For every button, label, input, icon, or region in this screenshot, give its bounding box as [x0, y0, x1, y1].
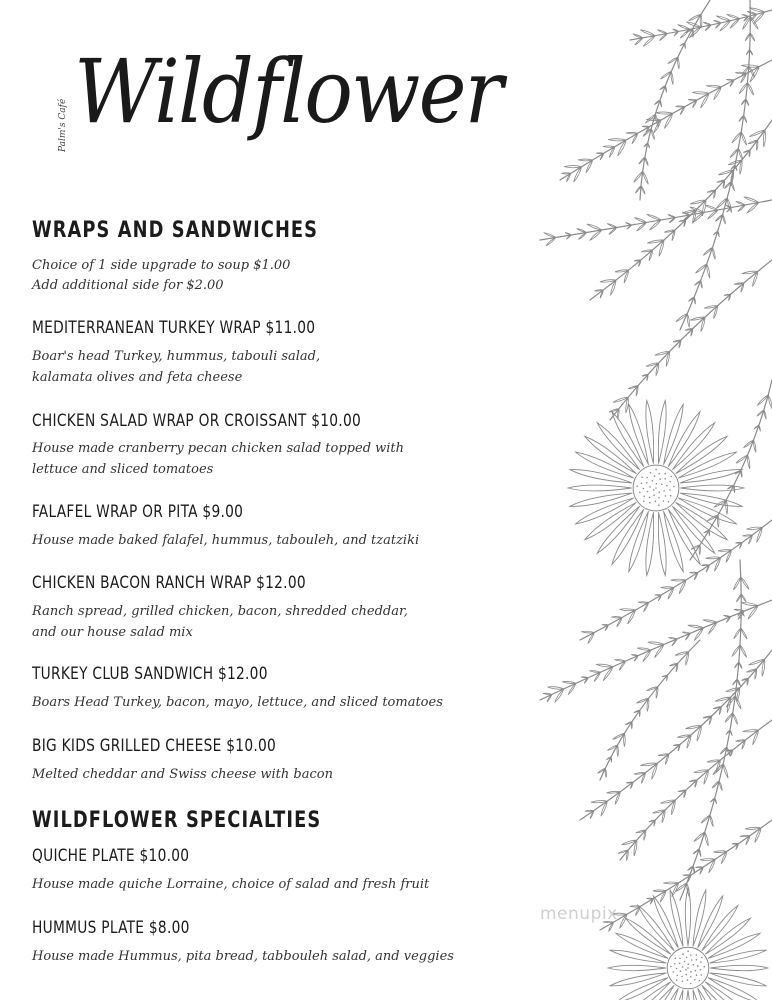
daisy-seed-icon [696, 974, 698, 976]
rosemary-leaf-icon [647, 214, 661, 220]
daisy-seed-icon [690, 976, 692, 978]
daisy-seed-icon [649, 486, 651, 488]
rosemary-leaf-icon [543, 693, 552, 694]
rosemary-leaf-icon [642, 126, 649, 127]
daisy-seed-icon [658, 473, 660, 475]
daisy-seed-icon [668, 501, 670, 503]
rosemary-leaf-icon [736, 594, 741, 602]
rosemary-leaf-icon [740, 835, 750, 836]
daisy-seed-icon [646, 477, 648, 479]
daisy-seed-icon [655, 501, 657, 503]
rosemary-leaf-icon [730, 730, 732, 736]
rosemary-leaf-icon [736, 201, 745, 205]
daisy-seed-icon [647, 491, 649, 493]
rosemary-leaf-icon [661, 587, 674, 589]
daisy-seed-icon [688, 963, 690, 965]
rosemary-leaf-icon [585, 810, 594, 811]
rosemary-leaf-icon [715, 798, 717, 804]
rosemary-leaf-icon [648, 143, 650, 148]
daisy-seed-icon [658, 504, 660, 506]
daisy-seed-icon [674, 963, 676, 965]
rosemary-leaf-icon [611, 757, 612, 763]
rosemary-leaf-icon [737, 679, 740, 686]
rosemary-leaf-icon [631, 655, 638, 656]
rosemary-leaf-icon [683, 875, 691, 876]
rosemary-leaf-icon [643, 171, 649, 184]
rosemary-leaf-icon [687, 314, 689, 328]
rosemary-leaf-icon [676, 106, 685, 107]
daisy-seed-icon [656, 483, 658, 485]
rosemary-branch-icon [680, 560, 741, 900]
daisy-seed-icon [663, 500, 665, 502]
rosemary-branch-icon [680, 0, 750, 330]
rosemary-leaf-icon [726, 79, 734, 80]
daisy-petal-icon [568, 485, 631, 491]
daisy-seed-icon [655, 487, 657, 489]
menu-item-name: HUMMUS PLATE $8.00 [32, 918, 190, 938]
rosemary-leaf-icon [648, 642, 664, 645]
daisy-petal-icon [668, 509, 700, 564]
rosemary-leaf-icon [709, 530, 710, 536]
rosemary-leaf-icon [665, 86, 666, 93]
rosemary-leaf-icon [645, 157, 648, 166]
logo-wordmark: Wildflower [74, 40, 502, 143]
rosemary-leaf-icon [716, 16, 730, 21]
rosemary-leaf-icon [565, 233, 571, 236]
daisy-petal-icon [658, 513, 666, 576]
daisy-petal-icon [668, 412, 700, 467]
menu-item-description: and our house salad mix [32, 625, 193, 640]
rosemary-leaf-icon [750, 33, 755, 41]
daisy-seed-icon [643, 495, 645, 497]
daisy-seed-icon [699, 980, 701, 982]
daisy-seed-icon [658, 497, 660, 499]
rosemary-leaf-icon [693, 866, 694, 873]
daisy-seed-icon [666, 485, 668, 487]
rosemary-leaf-icon [577, 229, 587, 233]
rosemary-leaf-icon [633, 34, 643, 38]
daisy-seed-icon [659, 478, 661, 480]
daisy-seed-icon [690, 971, 692, 973]
daisy-petal-icon [710, 965, 768, 970]
daisy-seed-icon [650, 472, 652, 474]
rosemary-leaf-icon [682, 632, 690, 633]
daisy-seed-icon [697, 965, 699, 967]
rosemary-leaf-icon [741, 628, 747, 639]
rosemary-leaf-icon [699, 545, 700, 555]
rosemary-leaf-icon [639, 710, 640, 717]
daisy-seed-icon [670, 476, 672, 478]
daisy-seed-icon [682, 981, 684, 983]
daisy-seed-icon [641, 476, 643, 478]
daisy-seed-icon [653, 494, 655, 496]
rosemary-leaf-icon [702, 565, 710, 566]
rosemary-leaf-icon [678, 25, 690, 30]
watermark: menupix [540, 904, 618, 924]
daisy-seed-icon [675, 957, 677, 959]
menu-item-name: CHICKEN BACON RANCH WRAP $12.00 [32, 573, 306, 593]
daisy-seed-icon [652, 480, 654, 482]
rosemary-leaf-icon [688, 99, 697, 100]
daisy-petal-icon [608, 965, 666, 970]
rosemary-leaf-icon [589, 671, 600, 673]
rosemary-leaf-icon [668, 215, 676, 218]
rosemary-leaf-icon [651, 129, 654, 140]
rosemary-leaf-icon [713, 851, 727, 853]
daisy-seed-icon [681, 976, 683, 978]
menu-item-name: CHICKEN SALAD WRAP OR CROISSANT $10.00 [32, 411, 361, 431]
daisy-seed-icon [701, 974, 703, 976]
rosemary-leaf-icon [717, 515, 719, 527]
rosemary-leaf-icon [660, 100, 662, 107]
logo [50, 40, 502, 210]
rosemary-branch-icon [610, 260, 772, 420]
menu-item-description: House made Hummus, pita bread, tabbouleh salad, and veggies [32, 949, 454, 964]
rosemary-leaf-icon [723, 764, 728, 778]
daisy-seed-icon [679, 958, 681, 960]
rosemary-leaf-icon [611, 617, 622, 618]
section-title-wraps: WRAPS AND SANDWICHES [32, 218, 319, 243]
rosemary-leaf-icon [700, 14, 702, 28]
rosemary-leaf-icon [561, 173, 570, 174]
rosemary-leaf-icon [685, 43, 686, 49]
daisy-seed-icon [658, 491, 660, 493]
rosemary-leaf-icon [759, 425, 760, 431]
rosemary-leaf-icon [724, 615, 731, 616]
rosemary-branch-icon [540, 200, 772, 240]
rosemary-leaf-icon [624, 733, 626, 746]
daisy-petal-icon [685, 990, 690, 1000]
rosemary-leaf-icon [705, 205, 718, 210]
daisy-seed-icon [673, 971, 675, 973]
rosemary-leaf-icon [764, 410, 766, 419]
menu-item-description: House made quiche Lorraine, choice of salad and fresh fruit [32, 877, 430, 892]
daisy-seed-icon [663, 490, 665, 492]
rosemary-leaf-icon [744, 197, 759, 203]
daisy-seed-icon [639, 492, 641, 494]
menu-item-description: House made baked falafel, hummus, tabouleh, and tzatziki [32, 533, 420, 548]
rosemary-leaf-icon [637, 648, 651, 650]
rosemary-leaf-icon [705, 832, 709, 846]
rosemary-leaf-icon [741, 65, 759, 67]
daisy-seed-icon [685, 974, 687, 976]
rosemary-leaf-icon [688, 625, 704, 628]
rosemary-leaf-icon [671, 579, 686, 581]
rosemary-leaf-icon [641, 186, 645, 194]
daisy-seed-icon [679, 962, 681, 964]
rosemary-leaf-icon [726, 500, 728, 514]
rosemary-leaf-icon [714, 20, 721, 23]
rosemary-leaf-icon [747, 455, 749, 469]
rosemary-leaf-icon [768, 395, 772, 409]
rosemary-leaf-icon [544, 233, 556, 238]
daisy-seed-icon [700, 969, 702, 971]
menu-item-description: Boar's head Turkey, hummus, tabouli salad, [32, 349, 321, 364]
rosemary-leaf-icon [562, 681, 576, 683]
rosemary-leaf-icon [742, 14, 748, 16]
daisy-seed-icon [690, 954, 692, 956]
rosemary-leaf-icon [656, 112, 673, 114]
daisy-seed-icon [693, 964, 695, 966]
daisy-seed-icon [687, 967, 689, 969]
daisy-seed-icon [684, 961, 686, 963]
daisy-petal-icon [612, 412, 644, 467]
daisy-petal-icon [612, 509, 644, 564]
menu-item-description: kalamata olives and feta cheese [32, 370, 243, 385]
daisy-seed-icon [655, 469, 657, 471]
rosemary-leaf-icon [701, 281, 702, 289]
section-note: Choice of 1 side upgrade to soup $1.00 [32, 258, 291, 273]
rosemary-leaf-icon [605, 768, 606, 777]
rosemary-leaf-icon [748, 83, 754, 96]
rosemary-leaf-icon [710, 815, 713, 827]
rosemary-leaf-icon [746, 99, 749, 106]
menu-item-name: FALAFEL WRAP OR PITA $9.00 [32, 502, 244, 522]
menu-item-description: Ranch spread, grilled chicken, bacon, shredded cheddar, [32, 604, 408, 619]
daisy-seed-icon [649, 502, 651, 504]
daisy-seed-icon [661, 484, 663, 486]
daisy-seed-icon [636, 485, 638, 487]
rosemary-leaf-icon [640, 30, 655, 36]
rosemary-leaf-icon [690, 572, 698, 573]
rosemary-leaf-icon [700, 859, 715, 861]
daisy-seed-icon [646, 482, 648, 484]
rosemary-leaf-icon [712, 248, 715, 260]
rosemary-leaf-icon [581, 631, 594, 633]
rosemary-leaf-icon [655, 595, 662, 596]
rosemary-leaf-icon [578, 159, 593, 161]
rosemary-leaf-icon [718, 231, 720, 237]
rosemary-leaf-icon [706, 85, 721, 87]
rosemary-leaf-icon [707, 264, 710, 278]
section-note: Add additional side for $2.00 [32, 278, 224, 293]
rosemary-leaf-icon [596, 153, 603, 154]
daisy-seed-icon [685, 969, 687, 971]
daisy-seed-icon [641, 483, 643, 485]
rosemary-leaf-icon [587, 224, 602, 230]
daisy-seed-icon [664, 473, 666, 475]
menu-item-name: QUICHE PLATE $10.00 [32, 846, 190, 866]
rosemary-leaf-icon [738, 149, 742, 161]
rosemary-leaf-icon [614, 659, 625, 661]
rosemary-leaf-icon [749, 150, 750, 157]
daisy-seed-icon [669, 481, 671, 483]
logo-subscript: Palm's Café [58, 98, 68, 152]
rosemary-leaf-icon [747, 11, 757, 14]
daisy-seed-icon [673, 486, 675, 488]
rosemary-leaf-icon [626, 223, 632, 226]
rosemary-leaf-icon [740, 645, 747, 657]
daisy-seed-icon [682, 966, 684, 968]
botanical-decoration [520, 0, 772, 1000]
rosemary-leaf-icon [617, 745, 618, 757]
rosemary-leaf-icon [735, 542, 742, 543]
daisy-seed-icon [649, 497, 651, 499]
menu-item-name: BIG KIDS GRILLED CHEESE $10.00 [32, 736, 277, 756]
daisy-seed-icon [690, 983, 692, 985]
rosemary-leaf-icon [741, 603, 758, 606]
menu-item-description: lettuce and sliced tomatoes [32, 462, 214, 477]
menu-item-name: MEDITERRANEAN TURKEY WRAP $11.00 [32, 318, 316, 338]
daisy-seed-icon [691, 959, 693, 961]
daisy-seed-icon [653, 489, 655, 491]
rosemary-leaf-icon [607, 224, 617, 228]
rosemary-leaf-icon [668, 638, 677, 639]
rosemary-leaf-icon [647, 898, 654, 899]
rosemary-leaf-icon [673, 29, 679, 31]
rosemary-leaf-icon [671, 71, 673, 84]
rosemary-leaf-icon [638, 602, 649, 603]
daisy-seed-icon [701, 957, 703, 959]
daisy-seed-icon [687, 979, 689, 981]
rosemary-leaf-icon [741, 594, 746, 602]
daisy-seed-icon [696, 959, 698, 961]
menu-item-description: Boars Head Turkey, bacon, mayo, lettuce, and sliced tomatoes [32, 695, 443, 710]
daisy-seed-icon [669, 489, 671, 491]
daisy-seed-icon [670, 966, 672, 968]
daisy-petal-icon [685, 888, 690, 946]
daisy-seed-icon [694, 979, 696, 981]
rosemary-branch-icon [600, 640, 700, 780]
rosemary-leaf-icon [694, 297, 695, 304]
rosemary-leaf-icon [749, 8, 764, 12]
rosemary-leaf-icon [739, 662, 742, 669]
rosemary-leaf-icon [663, 882, 678, 884]
daisy-seed-icon [665, 495, 667, 497]
rosemary-leaf-icon [744, 116, 747, 123]
rosemary-leaf-icon [703, 620, 717, 623]
daisy-seed-icon [687, 951, 689, 953]
daisy-seed-icon [643, 488, 645, 490]
rosemary-leaf-icon [626, 782, 633, 783]
rosemary-leaf-icon [564, 166, 581, 168]
rosemary-leaf-icon [727, 14, 740, 18]
rosemary-leaf-icon [581, 677, 588, 678]
rosemary-leaf-icon [741, 577, 749, 590]
rosemary-leaf-icon [723, 215, 726, 225]
daisy-petal-icon [646, 513, 654, 576]
rosemary-leaf-icon [734, 628, 741, 639]
rosemary-leaf-icon [548, 687, 564, 689]
rosemary-leaf-icon [732, 843, 739, 844]
menu-item-description: Melted cheddar and Swiss cheese with bacon [32, 767, 333, 782]
daisy-petal-icon [658, 401, 666, 464]
daisy-seed-icon [686, 957, 688, 959]
daisy-seed-icon [696, 954, 698, 956]
rosemary-leaf-icon [733, 577, 740, 590]
daisy-seed-icon [677, 975, 679, 977]
daisy-seed-icon [700, 961, 702, 963]
rosemary-leaf-icon [741, 470, 742, 477]
rosemary-leaf-icon [692, 92, 709, 94]
section-title-specialties: WILDFLOWER SPECIALTIES [32, 808, 322, 833]
daisy-seed-icon [676, 979, 678, 981]
rosemary-leaf-icon [602, 624, 609, 625]
rosemary-leaf-icon [608, 139, 626, 141]
rosemary-leaf-icon [634, 218, 646, 223]
menu-item-description: House made cranberry pecan chicken salad topped with [32, 441, 405, 456]
rosemary-leaf-icon [596, 664, 613, 667]
rosemary-branch-icon [580, 650, 772, 820]
daisy-seed-icon [643, 501, 645, 503]
rosemary-leaf-icon [603, 146, 615, 148]
daisy-seed-icon [654, 475, 656, 477]
daisy-seed-icon [664, 478, 666, 480]
rosemary-leaf-icon [719, 781, 722, 791]
daisy-seed-icon [703, 966, 705, 968]
daisy-seed-icon [680, 970, 682, 972]
daisy-seed-icon [695, 970, 697, 972]
rosemary-leaf-icon [626, 132, 638, 133]
rosemary-leaf-icon [741, 132, 746, 145]
rosemary-leaf-icon [631, 722, 632, 729]
rosemary-leaf-icon [733, 713, 738, 724]
rosemary-leaf-icon [620, 609, 636, 611]
rosemary-leaf-icon [731, 182, 734, 191]
daisy-seed-icon [682, 953, 684, 955]
rosemary-leaf-icon [678, 57, 680, 69]
rosemary-leaf-icon [699, 849, 701, 857]
daisy-petal-icon [646, 401, 654, 464]
rosemary-leaf-icon [695, 867, 703, 868]
rosemary-leaf-icon [657, 30, 667, 34]
menu-item-name: TURKEY CLUB SANDWICH $12.00 [32, 664, 268, 684]
rosemary-leaf-icon [703, 22, 711, 25]
rosemary-leaf-icon [734, 609, 744, 611]
rosemary-leaf-icon [653, 890, 666, 892]
rosemary-leaf-icon [754, 440, 756, 453]
daisy-seed-icon [670, 495, 672, 497]
daisy-seed-icon [676, 968, 678, 970]
